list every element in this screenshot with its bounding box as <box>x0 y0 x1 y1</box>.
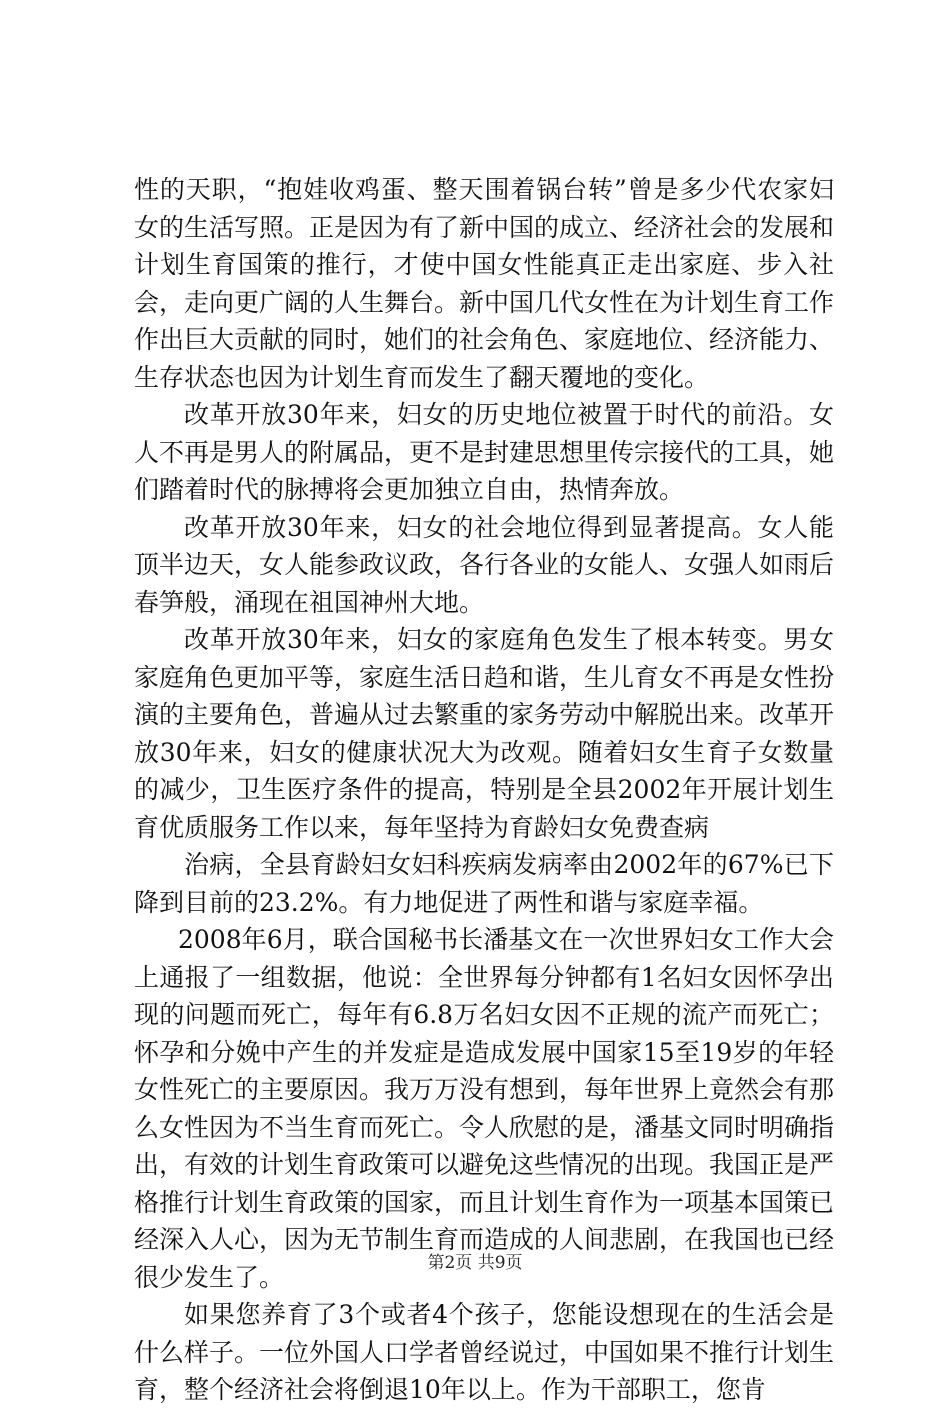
paragraph-1: 性的天职，“抱娃收鸡蛋、整天围着锅台转”曾是多少代农家妇女的生活写照。正是因为有了新中国的成立、经济社会的发展和计划生育国策的推行，才使中国女性能真正走出家庭、步入社会，走向更广阔的人生舞台。新中国几代女性在为计划生育工作作出巨大贡献的同时，她们的社会角色、家庭地位、经济能力、生存状态也因为计划生育而发生了翻天覆地的变化。 <box>134 175 835 392</box>
paragraph-7: 如果您养育了3个或者4个孩子，您能设想现在的生活会是什么样子。一位外国人口学者曾经说过，中国如果不推行计划生育，整个经济社会将倒退10年以上。作为干部职工，您肯 <box>134 1300 835 1404</box>
paragraph-5: 治病，全县育龄妇女妇科疾病发病率由2002年的67%已下降到目前的23.2%。有力地促进了两性和谐与家庭幸福。 <box>134 850 834 917</box>
page-footer: 第2页 共9页 <box>427 1253 523 1273</box>
paragraph-3: 改革开放30年来，妇女的社会地位得到显著提高。女人能顶半边天，女人能参政议政，各行各业的女能人、女强人如雨后春笋般，涌现在祖国神州大地。 <box>134 512 835 617</box>
paragraph-6: 2008年6月，联合国秘书长潘基文在一次世界妇女工作大会上通报了一组数据，他说：全世界每分钟都有1名妇女因怀孕出现的问题而死亡，每年有6.8万名妇女因不正规的流产而死亡；怀孕和分娩中产生的并发症是造成发展中国家15至19岁的年轻女性死亡的主要原因。我万万没有想到，每年世界上竟然会有那么女性因为不当生育而死亡。令人欣慰的是，潘基文同时明确指出，有效的计划生育政策可以避免这些情况的出现。我国正是严格推行计划生育政策的国家，而且计划生育作为一项基本国策已经深入人心，因为无节制生育而造成的人间悲剧，在我国也已经很少发生了。 <box>134 925 835 1292</box>
document-body <box>134 171 834 1409</box>
paragraph-4: 改革开放30年来，妇女的家庭角色发生了根本转变。男女家庭角色更加平等，家庭生活日趋和谐，生儿育女不再是女性扮演的主要角色，普遍从过去繁重的家务劳动中解脱出来。改革开放30年来，妇女的健康状况大为改观。随着妇女生育子女数量的减少，卫生医疗条件的提高，特别是全县2002年开展计划生育优质服务工作以来，每年坚持为育龄妇女免费查病 <box>134 625 835 842</box>
paragraph-2: 改革开放30年来，妇女的历史地位被置于时代的前沿。女人不再是男人的附属品，更不是封建思想里传宗接代的工具，她们踏着时代的脉搏将会更加独立自由，热情奔放。 <box>134 400 835 504</box>
